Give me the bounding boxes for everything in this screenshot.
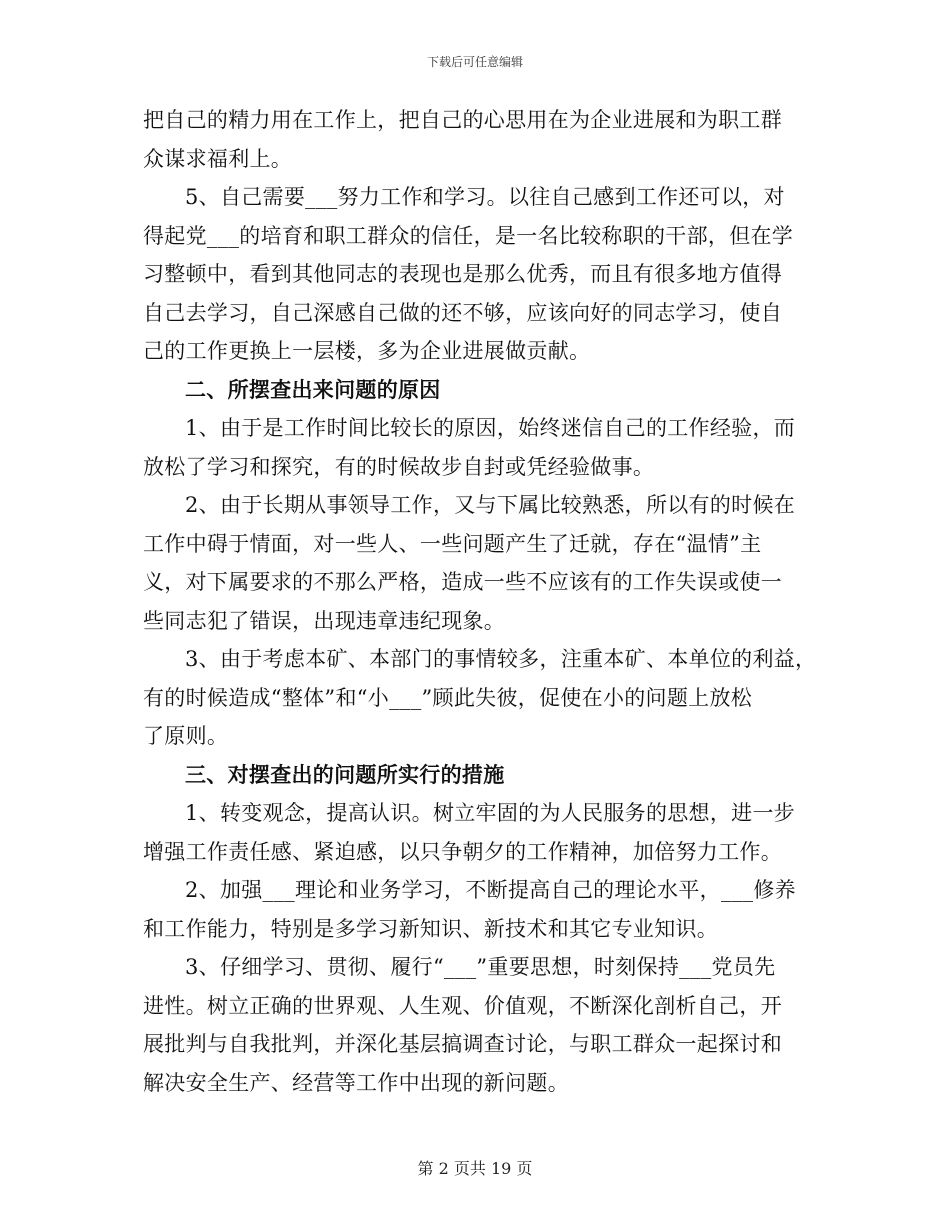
section-heading: 三、对摆查出的问题所实行的措施: [185, 762, 505, 787]
text-line: 了原则。: [143, 724, 229, 748]
text-line: 众谋求福利上。: [143, 146, 293, 171]
text-line: 解决安全生产、经营等工作中出现的新问题。: [143, 1070, 569, 1095]
text-line: 3、由于考虑本矿、本部门的事情较多，注重本矿、本单位的利益，: [185, 647, 817, 671]
text-line: 2、加强___理论和业务学习，不断提高自己的理论水平，___修养: [185, 878, 796, 902]
text-line: 己的工作更换上一层楼，多为企业进展做贡献。: [143, 339, 591, 363]
text-line: 习整顿中，看到其他同志的表现也是那么优秀，而且有很多地方值得: [143, 262, 782, 286]
text-line: 些同志犯了错误，出现违章违纪现象。: [143, 608, 506, 633]
text-line: 1、由于是工作时间比较长的原因，始终迷信自己的工作经验，而: [185, 416, 796, 440]
text-line: 3、仔细学习、贯彻、履行“___”重要思想，时刻保持___党员先: [185, 955, 776, 979]
text-line: 增强工作责任感、紧迫感，以只争朝夕的工作精神，加倍努力工作。: [143, 839, 782, 864]
document-body: [143, 101, 823, 1102]
text-line: 进性。树立正确的世界观、人生观、价值观，不断深化剖析自己，开: [143, 993, 782, 1018]
text-line: 把自己的精力用在工作上，把自己的心思用在为企业进展和为职工群: [143, 108, 782, 132]
text-line: 展批判与自我批判，并深化基层搞调查讨论，与职工群众一起探讨和: [143, 1032, 782, 1056]
text-line: 自己去学习，自己深感自己做的还不够，应该向好的同志学习，使自: [143, 300, 782, 325]
text-line: 有的时候造成“整体”和“小___”顾此失彼，促使在小的问题上放松: [143, 685, 753, 710]
page-header: 下载后可任意编辑: [426, 55, 523, 69]
text-line: 工作中碍于情面，对一些人、一些问题产生了迁就，存在“温情”主: [143, 531, 762, 556]
text-line: 2、由于长期从事领导工作，又与下属比较熟悉，所以有的时候在: [185, 493, 796, 517]
page-footer: 第 2 页共 19 页: [417, 1159, 533, 1178]
text-line: 1、转变观念，提高认识。树立牢固的为人民服务的思想，进一步: [185, 801, 796, 825]
section-heading: 二、所摆查出来问题的原因: [185, 377, 441, 402]
text-line: 义，对下属要求的不那么严格，造成一些不应该有的工作失误或使一: [143, 570, 782, 594]
text-line: 和工作能力，特别是多学习新知识、新技术和其它专业知识。: [143, 916, 719, 941]
text-line: 放松了学习和探究，有的时候故步自封或凭经验做事。: [143, 454, 655, 479]
text-line: 得起党___的培育和职工群众的信任，是一名比较称职的干部，但在学: [143, 223, 794, 248]
text-line: 5、自己需要___努力工作和学习。以往自己感到工作还可以，对: [185, 185, 785, 209]
